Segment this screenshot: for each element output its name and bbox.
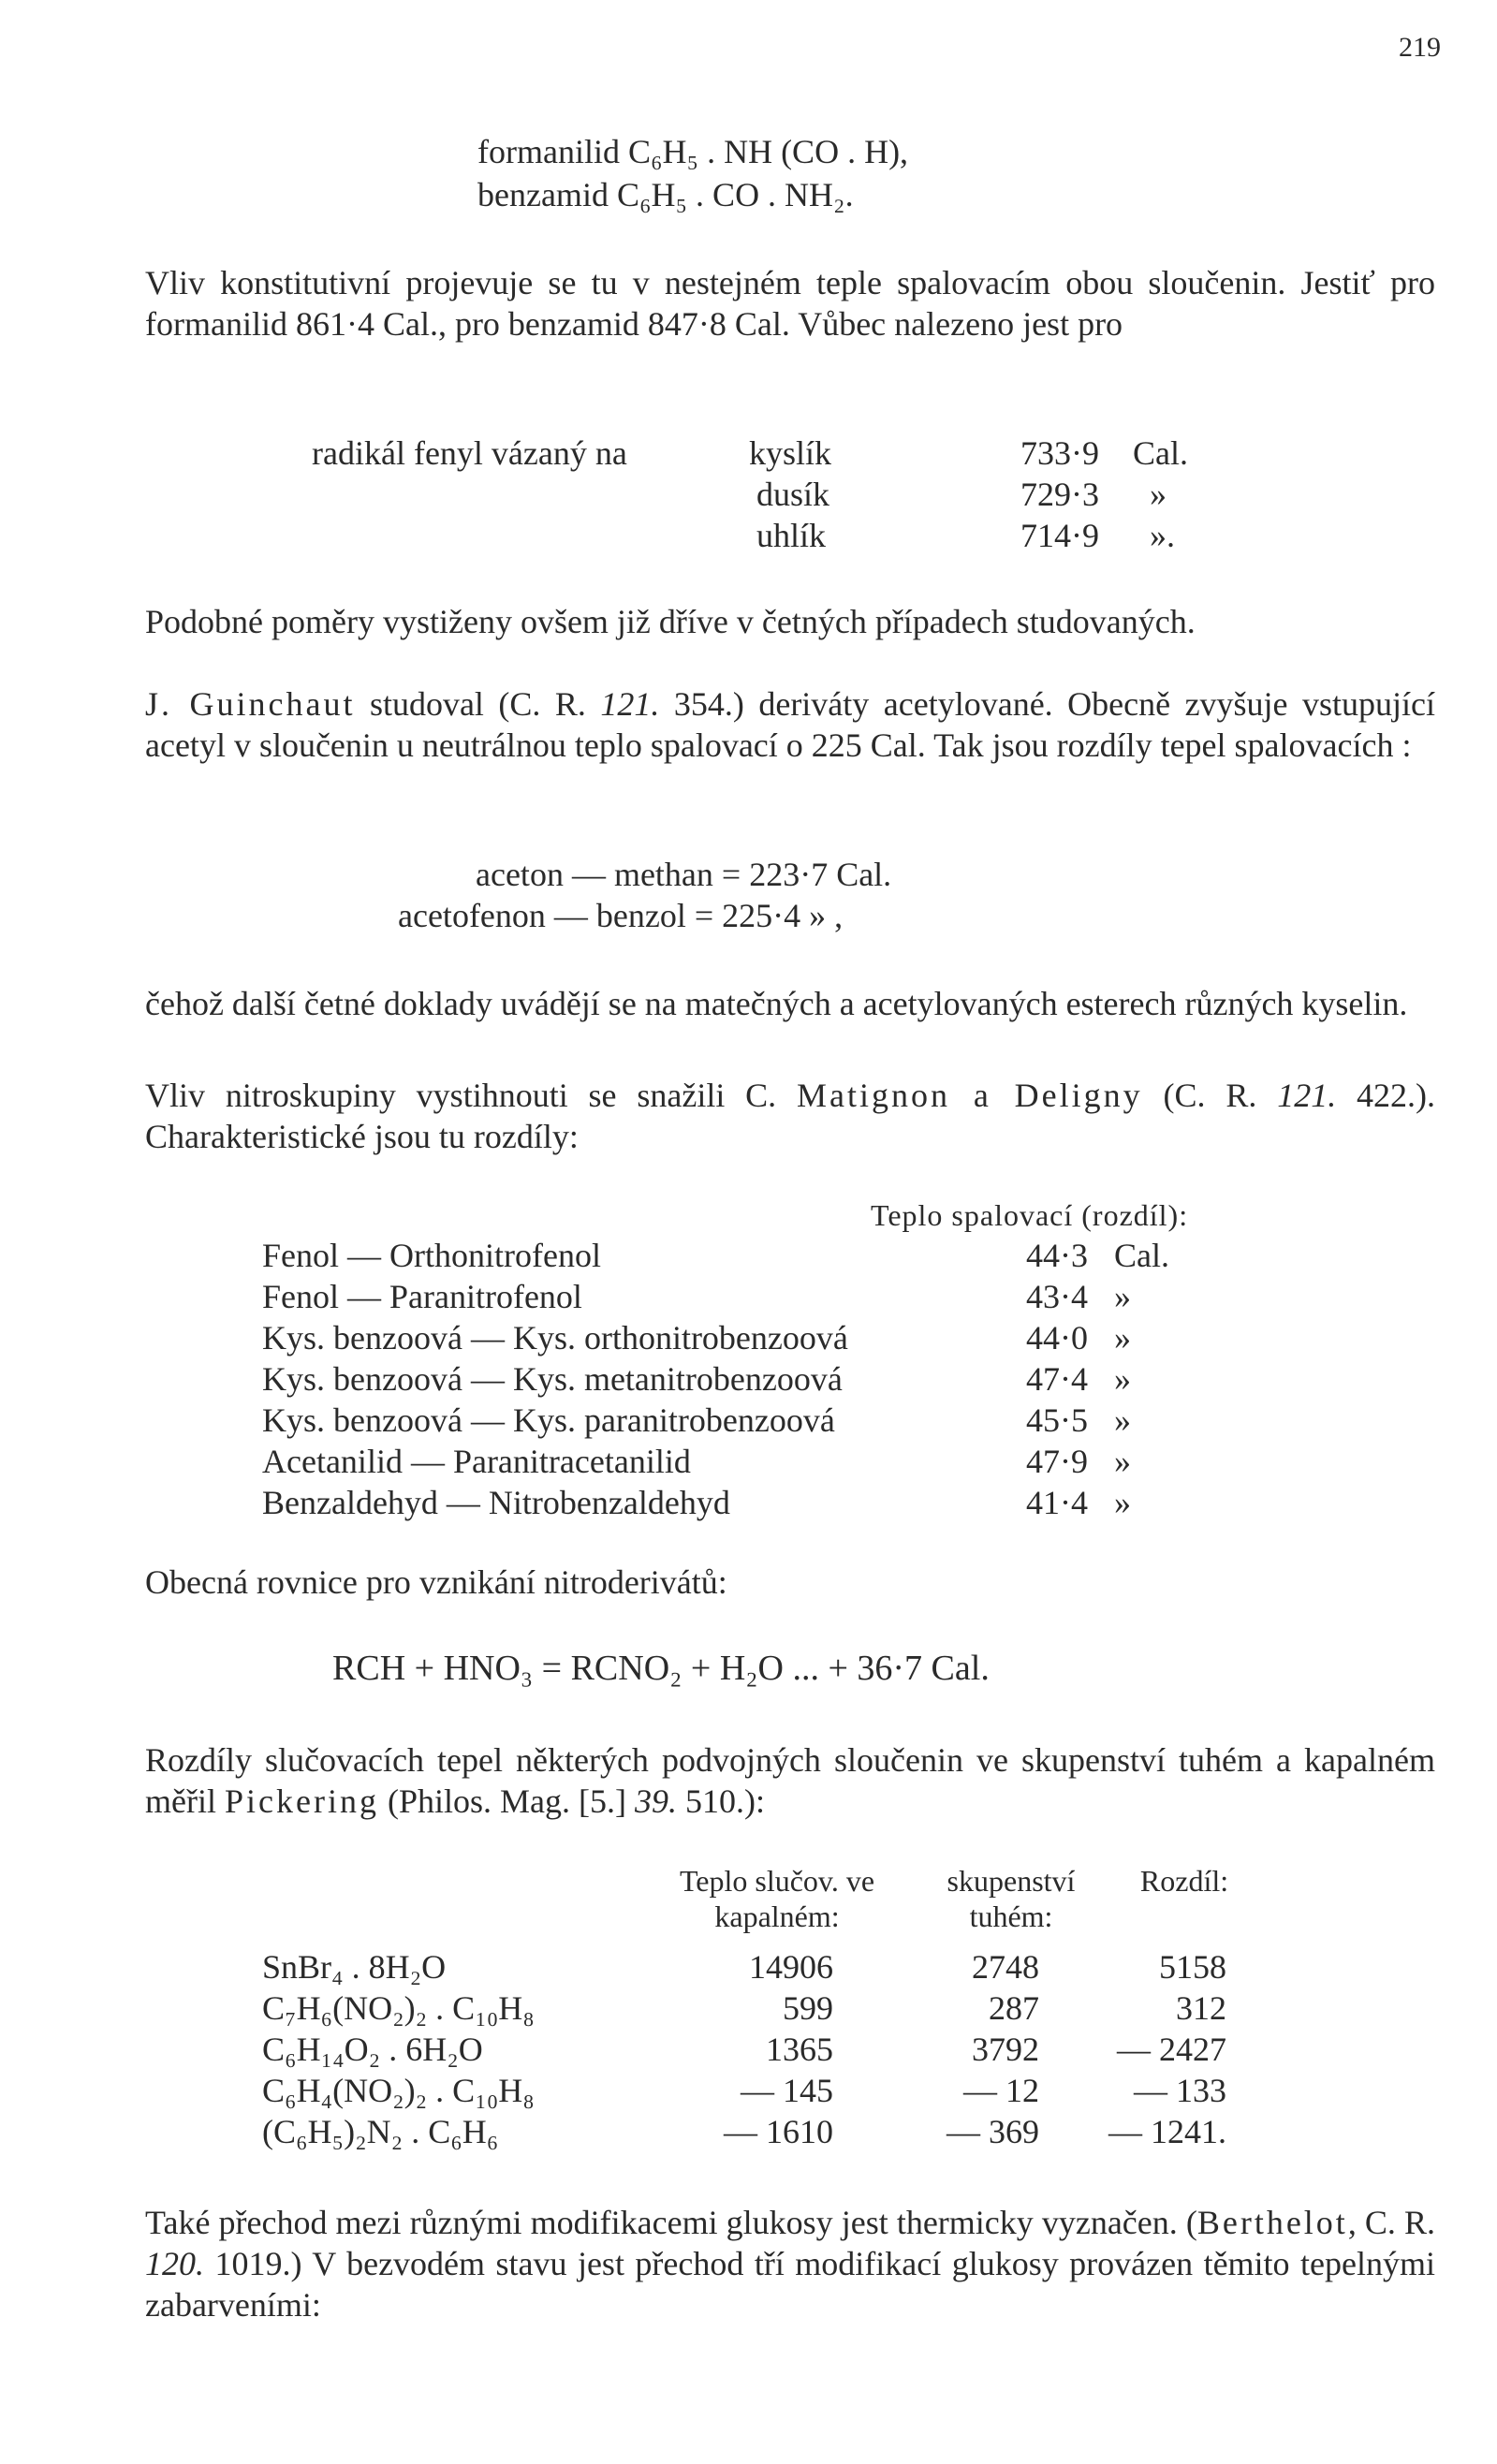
radical-target-oxygen: kyslík (749, 434, 832, 472)
difference-acetofenon-benzol: acetofenon — benzol = 225·4 » , (398, 897, 844, 934)
table-row: Fenol — Orthonitrofenol 44·3 Cal. (262, 1237, 1169, 1274)
volume-ref: 121. (600, 685, 660, 723)
table-row: Kys. benzoová — Kys. metanitrobenzoová 47·4 » (262, 1360, 1131, 1398)
intro-line-benzamid: benzamid C₆H₅ . CO . NH₂. (477, 176, 854, 213)
paragraph-similar-relations: Podobné poměry vystiženy ovšem již dříve v četných případech studovaných. (145, 603, 1196, 640)
author-pickering: Pickering (224, 1782, 379, 1820)
volume-ref: 39. (634, 1782, 677, 1820)
page-number: 219 (1399, 32, 1441, 63)
table-row: C₆H₄(NO₂)₂ . C₁₀H₈ — 145 — 12 — 133 (262, 2072, 1226, 2109)
radical-value-nitrogen: 729·3 (1020, 476, 1099, 513)
radical-value-oxygen: 733·9 (1020, 434, 1099, 472)
radical-unit-oxygen: Cal. (1133, 434, 1188, 472)
volume-ref: 120. (145, 2245, 204, 2282)
radical-target-carbon: uhlík (756, 517, 827, 554)
table-row: C₇H₆(NO₂)₂ . C₁₀H₈ 599 287 312 (262, 1989, 1226, 2027)
volume-ref: 121. (1277, 1077, 1337, 1114)
header-solid: skupenství tuhém: (947, 1864, 1076, 1933)
radical-target-nitrogen: dusík (756, 476, 830, 513)
table-row: (C₆H₅)₂N₂ . C₆H₆ — 1610 — 369 — 1241. (262, 2113, 1226, 2150)
table-row: Kys. benzoová — Kys. orthonitrobenzoová 44·0 » (262, 1319, 1131, 1357)
radical-unit-carbon: ». (1150, 517, 1175, 554)
paragraph-glucose: Také přechod mezi různými modifikacemi glukosy jest thermicky vyznačen. (Berthelot, C. R. 120. 1019.) V bezvodém stavu jest přechod tří modifikací glukosy provázen těmito tepelnými zabarveními: (145, 2204, 1435, 2324)
intro-line-formanilid: formanilid C₆H₅ . NH (CO . H), (477, 133, 909, 170)
paragraph-guinchaut: J. Guinchaut studoval (C. R. 121. 354.) deriváty acetylované. Obecně zvyšuje vstupující acetyl v sloučenin u neutrálnou teplo spalovací o 225 Cal. Tak jsou rozdíly tepel spalovacích : (145, 685, 1436, 764)
paragraph-constitutive-influence: Vliv konstitutivní projevuje se tu v nestejném teple spalovacím obou sloučenin. Jestiť pro formanilid 861·4 Cal., pro benzamid 847·8 Cal. Vůbec nalezeno jest pro (145, 264, 1435, 343)
table-row: Kys. benzoová — Kys. paranitrobenzoová 45·5 » (262, 1401, 1131, 1439)
table-row: Benzaldehyd — Nitrobenzaldehyd 41·4 » (262, 1484, 1131, 1521)
author-berthelot: Berthelot (1196, 2204, 1348, 2241)
header-difference: Rozdíl: (1139, 1864, 1229, 1898)
paragraph-esters: čehož další četné doklady uvádějí se na matečných a acetylovaných esterech různých kyselin. (145, 985, 1408, 1022)
nitration-equation: RCH + HNO₃ = RCNO₂ + H₂O ... + 36·7 Cal. (332, 1649, 990, 1688)
radical-unit-nitrogen: » (1150, 476, 1167, 513)
paragraph-pickering: Rozdíly slučovacích tepel některých podvojných sloučenin ve skupenství tuhém a kapalném měřil Pickering (Philos. Mag. [5.] 39. 510.): (145, 1741, 1435, 1820)
table-row: Fenol — Paranitrofenol 43·4 » (262, 1278, 1131, 1315)
authors-matignon-deligny: Matignon a Deligny (797, 1077, 1143, 1114)
radical-prefix: radikál fenyl vázaný na (312, 434, 627, 472)
table-header: Teplo spalovací (rozdíl): (871, 1198, 1189, 1232)
paragraph-nitro-group: Vliv nitroskupiny vystihnouti se snažili C. Matignon a Deligny (C. R. 121. 422.). Charakteristické jsou tu rozdíly: (145, 1077, 1436, 1155)
table-row: SnBr₄ . 8H₂O 14906 2748 5158 (262, 1948, 1226, 1986)
header-liquid: Teplo slučov. ve kapalném: (679, 1864, 875, 1933)
paragraph-general-equation: Obecná rovnice pro vznikání nitroderivátů: (145, 1563, 727, 1601)
radical-value-carbon: 714·9 (1020, 517, 1099, 554)
author-guinchaut: J. Guinchaut (145, 685, 356, 723)
difference-aceton-methan: aceton — methan = 223·7 Cal. (476, 856, 892, 893)
table-row: C₆H₁₄O₂ . 6H₂O 1365 3792 — 2427 (262, 2031, 1226, 2068)
table-row: Acetanilid — Paranitracetanilid 47·9 » (262, 1443, 1131, 1480)
